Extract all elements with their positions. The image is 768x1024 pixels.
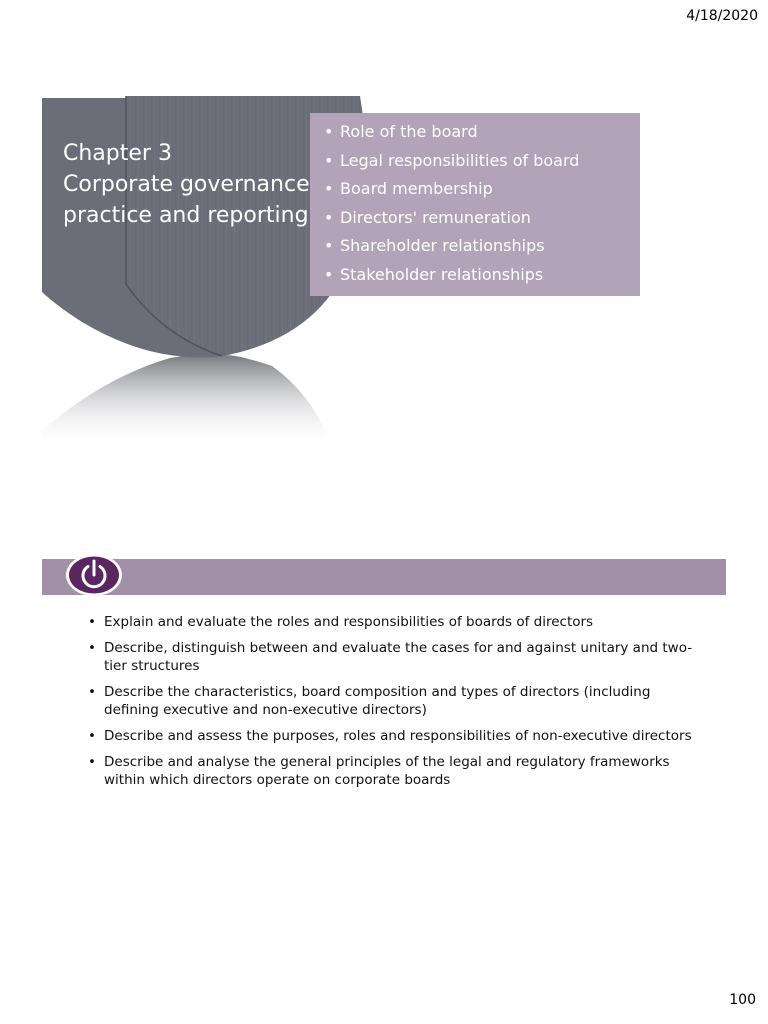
topic-item: • Directors' remuneration	[310, 204, 640, 233]
objective-list	[87, 613, 697, 797]
objective-item: • Describe and analyse the general principles of the legal and regulatory frameworks within which directors operate on corporate boards	[87, 753, 697, 789]
power-icon	[64, 552, 124, 598]
chapter-title	[63, 138, 333, 231]
objective-item: • Describe and assess the purposes, roles and responsibilities of non-executive directors	[87, 727, 697, 745]
topic-list	[310, 113, 640, 318]
topic-panel	[310, 113, 640, 313]
chapter-title-slide	[42, 96, 642, 456]
chapter-title-line: practice and reporting	[63, 203, 309, 228]
chapter-title-line: Corporate governance	[63, 172, 310, 197]
topic-item: • Reporting	[310, 290, 640, 319]
topic-item: • Role of the board	[310, 118, 640, 147]
objective-item: • Describe, distinguish between and evaluate the cases for and against unitary and two-tier structures	[87, 639, 697, 675]
topic-item: • Board membership	[310, 175, 640, 204]
objective-item: • Explain and evaluate the roles and responsibilities of boards of directors	[87, 613, 697, 631]
page-date: 4/18/2020	[686, 8, 758, 24]
learning-objectives-slide	[42, 548, 726, 808]
chapter-number: Chapter 3	[63, 141, 172, 166]
header-band	[42, 559, 726, 595]
page-number: 100	[729, 992, 756, 1008]
topic-item: • Shareholder relationships	[310, 232, 640, 261]
topic-item: • Legal responsibilities of board	[310, 147, 640, 176]
objective-item: • Describe the characteristics, board composition and types of directors (including defining executive and non-executive directors)	[87, 683, 697, 719]
topic-item: • Stakeholder relationships	[310, 261, 640, 290]
